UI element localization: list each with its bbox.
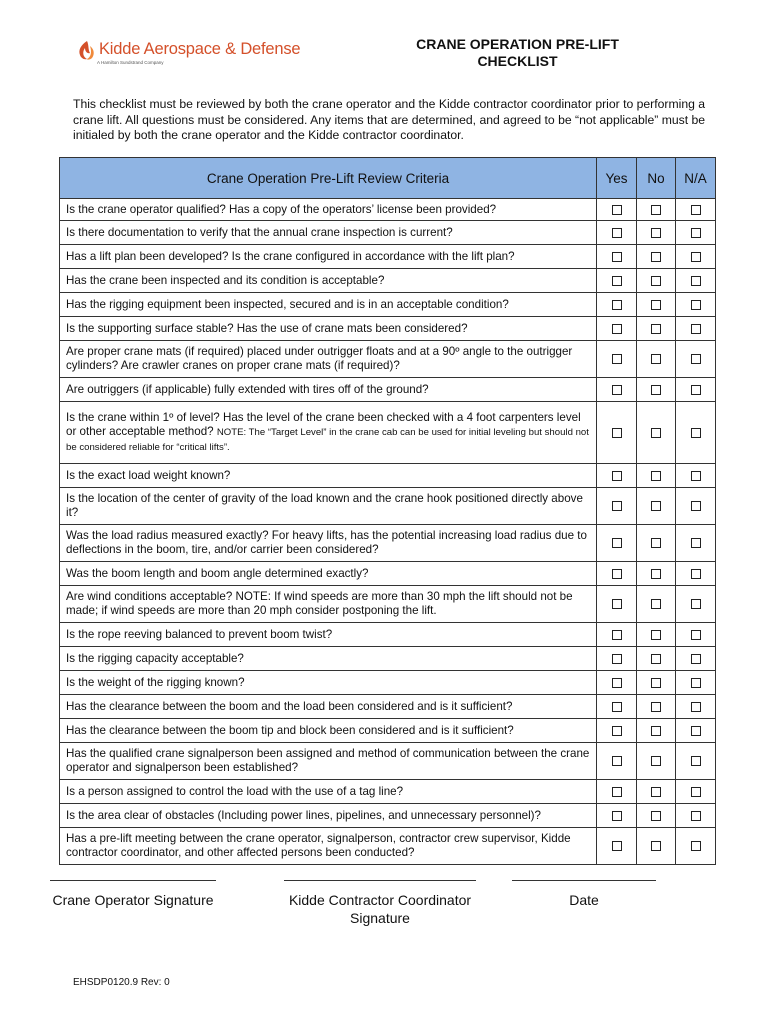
- question-cell: [60, 647, 597, 671]
- yes-cell: [597, 269, 637, 293]
- yes-checkbox[interactable]: [612, 471, 622, 481]
- question-text: Is the location of the center of gravity of the load known and the crane hook positioned directly above it?: [66, 492, 583, 519]
- na-checkbox[interactable]: [691, 501, 701, 511]
- no-cell: [637, 743, 676, 780]
- yes-checkbox[interactable]: [612, 630, 622, 640]
- yes-cell: [597, 743, 637, 780]
- yes-cell: [597, 221, 637, 245]
- na-checkbox[interactable]: [691, 385, 701, 395]
- na-cell: [676, 317, 716, 341]
- question-text: Is the crane within 1º of level? Has the level of the crane been checked with a 4 foot carpenters level or other acceptable method?: [66, 410, 581, 438]
- table-row: [60, 199, 716, 221]
- no-cell: [637, 341, 676, 378]
- question-text: Was the load radius measured exactly? For heavy lifts, has the potential increasing load radius due to deflections in the boom, tire, and/or carrier been considered?: [66, 529, 587, 556]
- yes-cell: [597, 804, 637, 828]
- no-checkbox[interactable]: [651, 276, 661, 286]
- yes-checkbox[interactable]: [612, 538, 622, 548]
- yes-cell: [597, 464, 637, 488]
- na-cell: [676, 743, 716, 780]
- table-row: [60, 719, 716, 743]
- no-checkbox[interactable]: [651, 324, 661, 334]
- table-header-row: [60, 158, 716, 199]
- yes-cell: [597, 647, 637, 671]
- question-cell: [60, 221, 597, 245]
- table-row: [60, 378, 716, 402]
- na-checkbox[interactable]: [691, 654, 701, 664]
- yes-cell: [597, 378, 637, 402]
- question-text: Was the boom length and boom angle determined exactly?: [66, 566, 369, 580]
- table-row: [60, 562, 716, 586]
- question-cell: [60, 804, 597, 828]
- no-checkbox[interactable]: [651, 841, 661, 851]
- no-checkbox[interactable]: [651, 787, 661, 797]
- no-checkbox[interactable]: [651, 300, 661, 310]
- coordinator-signature-label-line-2: Signature: [350, 910, 410, 926]
- question-cell: [60, 719, 597, 743]
- no-cell: [637, 719, 676, 743]
- table-row: [60, 804, 716, 828]
- question-text: Is a person assigned to control the load with the use of a tag line?: [66, 784, 404, 798]
- no-checkbox[interactable]: [651, 630, 661, 640]
- question-text: Has the crane been inspected and its condition is acceptable?: [66, 273, 385, 287]
- na-cell: [676, 245, 716, 269]
- question-cell: [60, 780, 597, 804]
- question-text: Is the supporting surface stable? Has the use of crane mats been considered?: [66, 321, 468, 335]
- question-text: Is the rigging capacity acceptable?: [66, 651, 244, 665]
- table-row: [60, 317, 716, 341]
- no-cell: [637, 586, 676, 623]
- table-row: [60, 647, 716, 671]
- question-text: Is the crane operator qualified? Has a copy of the operators’ license been provided?: [66, 202, 497, 216]
- table-row: [60, 269, 716, 293]
- na-cell: [676, 780, 716, 804]
- coordinator-signature-line[interactable]: [284, 880, 476, 881]
- question-cell: [60, 199, 597, 221]
- question-cell: [60, 464, 597, 488]
- table-row: [60, 828, 716, 865]
- yes-cell: [597, 780, 637, 804]
- kidde-flame-icon: [75, 39, 97, 61]
- na-checkbox[interactable]: [691, 678, 701, 688]
- question-cell: [60, 562, 597, 586]
- yes-checkbox[interactable]: [612, 678, 622, 688]
- date-block: [510, 880, 658, 909]
- no-checkbox[interactable]: [651, 205, 661, 215]
- yes-checkbox[interactable]: [612, 501, 622, 511]
- na-checkbox[interactable]: [691, 471, 701, 481]
- table-row: [60, 464, 716, 488]
- question-cell: [60, 623, 597, 647]
- na-cell: [676, 525, 716, 562]
- no-checkbox[interactable]: [651, 811, 661, 821]
- na-checkbox[interactable]: [691, 252, 701, 262]
- na-checkbox[interactable]: [691, 354, 701, 364]
- na-cell: [676, 269, 716, 293]
- na-cell: [676, 464, 716, 488]
- table-row: [60, 671, 716, 695]
- na-checkbox[interactable]: [691, 841, 701, 851]
- table-row: [60, 221, 716, 245]
- table-row: [60, 525, 716, 562]
- question-cell: [60, 378, 597, 402]
- no-cell: [637, 828, 676, 865]
- yes-cell: [597, 317, 637, 341]
- question-text: Are proper crane mats (if required) placed under outrigger floats and at a 90º angle to the outrigger cylinders? Are crawler cranes on proper crane mats (if required)?: [66, 345, 573, 372]
- no-checkbox[interactable]: [651, 756, 661, 766]
- column-header-na: N/A: [676, 158, 716, 199]
- yes-checkbox[interactable]: [612, 428, 622, 438]
- table-row: [60, 245, 716, 269]
- question-text: Is there documentation to verify that the annual crane inspection is current?: [66, 225, 453, 239]
- na-checkbox[interactable]: [691, 300, 701, 310]
- na-cell: [676, 586, 716, 623]
- operator-signature-label: Crane Operator Signature: [52, 892, 214, 908]
- question-text: Has a lift plan been developed? Is the crane configured in accordance with the lift plan?: [66, 249, 515, 263]
- logo-text: Kidde Aerospace & Defense: [99, 40, 301, 58]
- no-cell: [637, 525, 676, 562]
- column-header-criteria: Crane Operation Pre-Lift Review Criteria: [60, 158, 597, 199]
- no-cell: [637, 562, 676, 586]
- question-text: Is the weight of the rigging known?: [66, 675, 245, 689]
- yes-checkbox[interactable]: [612, 252, 622, 262]
- yes-checkbox[interactable]: [612, 276, 622, 286]
- na-checkbox[interactable]: [691, 787, 701, 797]
- na-cell: [676, 562, 716, 586]
- na-cell: [676, 804, 716, 828]
- no-cell: [637, 269, 676, 293]
- na-checkbox[interactable]: [691, 811, 701, 821]
- question-cell: [60, 743, 597, 780]
- no-checkbox[interactable]: [651, 471, 661, 481]
- question-text: Has the qualified crane signalperson been assigned and method of communication between the crane operator and signalperson been established?: [66, 747, 590, 774]
- table-row: [60, 488, 716, 525]
- table-row: [60, 341, 716, 378]
- na-checkbox[interactable]: [691, 538, 701, 548]
- coordinator-signature-label-line-1: Kidde Contractor Coordinator: [288, 892, 472, 908]
- yes-checkbox[interactable]: [612, 569, 622, 579]
- question-cell: [60, 525, 597, 562]
- no-checkbox[interactable]: [651, 678, 661, 688]
- yes-cell: [597, 293, 637, 317]
- no-cell: [637, 780, 676, 804]
- question-cell: [60, 341, 597, 378]
- yes-cell: [597, 623, 637, 647]
- question-cell: [60, 245, 597, 269]
- no-checkbox[interactable]: [651, 726, 661, 736]
- no-checkbox[interactable]: [651, 654, 661, 664]
- no-cell: [637, 378, 676, 402]
- title-line-1: CRANE OPERATION PRE-LIFT: [416, 36, 619, 52]
- no-cell: [637, 245, 676, 269]
- question-cell: [60, 586, 597, 623]
- yes-checkbox[interactable]: [612, 324, 622, 334]
- yes-checkbox[interactable]: [612, 811, 622, 821]
- na-cell: [676, 828, 716, 865]
- na-checkbox[interactable]: [691, 228, 701, 238]
- yes-cell: [597, 199, 637, 221]
- page-title: [395, 36, 640, 70]
- no-checkbox[interactable]: [651, 385, 661, 395]
- no-checkbox[interactable]: [651, 501, 661, 511]
- yes-checkbox[interactable]: [612, 354, 622, 364]
- no-checkbox[interactable]: [651, 252, 661, 262]
- na-checkbox[interactable]: [691, 205, 701, 215]
- yes-checkbox[interactable]: [612, 726, 622, 736]
- question-cell: [60, 293, 597, 317]
- na-checkbox[interactable]: [691, 428, 701, 438]
- yes-cell: [597, 828, 637, 865]
- no-checkbox[interactable]: [651, 702, 661, 712]
- logo-subtext: A Hamilton Sundstrand Company: [97, 60, 164, 65]
- table-row: [60, 623, 716, 647]
- no-checkbox[interactable]: [651, 599, 661, 609]
- checklist-body: [60, 199, 716, 865]
- na-checkbox[interactable]: [691, 756, 701, 766]
- operator-signature-block: [44, 880, 222, 909]
- na-checkbox[interactable]: [691, 569, 701, 579]
- no-cell: [637, 221, 676, 245]
- na-cell: [676, 293, 716, 317]
- no-cell: [637, 804, 676, 828]
- yes-checkbox[interactable]: [612, 654, 622, 664]
- question-cell: [60, 402, 597, 464]
- no-cell: [637, 293, 676, 317]
- question-text: Has a pre-lift meeting between the crane operator, signalperson, contractor crew supervisor, Kidde contractor coordinator, and other affected persons been conducted?: [66, 832, 571, 859]
- na-cell: [676, 671, 716, 695]
- na-cell: [676, 719, 716, 743]
- table-row: [60, 402, 716, 464]
- yes-checkbox[interactable]: [612, 300, 622, 310]
- no-cell: [637, 199, 676, 221]
- yes-cell: [597, 245, 637, 269]
- na-cell: [676, 341, 716, 378]
- checklist-table: [59, 157, 716, 865]
- na-cell: [676, 402, 716, 464]
- yes-cell: [597, 525, 637, 562]
- document-id: EHSDP0120.9 Rev: 0: [73, 977, 170, 988]
- na-checkbox[interactable]: [691, 276, 701, 286]
- yes-cell: [597, 341, 637, 378]
- yes-checkbox[interactable]: [612, 702, 622, 712]
- coordinator-signature-block: [280, 880, 480, 927]
- yes-checkbox[interactable]: [612, 228, 622, 238]
- company-logo: [75, 36, 301, 72]
- na-cell: [676, 199, 716, 221]
- yes-cell: [597, 562, 637, 586]
- no-cell: [637, 671, 676, 695]
- date-line[interactable]: [512, 880, 656, 881]
- column-header-no: No: [637, 158, 676, 199]
- yes-cell: [597, 719, 637, 743]
- na-cell: [676, 378, 716, 402]
- na-cell: [676, 623, 716, 647]
- question-note: NOTE: The “Target Level” in the crane cab can be used for initial leveling but should not be considered reliable for “critical lifts”.: [66, 426, 589, 453]
- table-row: [60, 695, 716, 719]
- no-cell: [637, 623, 676, 647]
- question-text: Are outriggers (if applicable) fully extended with tires off of the ground?: [66, 382, 429, 396]
- question-text: Is the exact load weight known?: [66, 468, 231, 482]
- yes-checkbox[interactable]: [612, 599, 622, 609]
- question-text: Has the clearance between the boom tip and block been considered and is it sufficient?: [66, 723, 514, 737]
- question-cell: [60, 317, 597, 341]
- yes-checkbox[interactable]: [612, 787, 622, 797]
- no-cell: [637, 464, 676, 488]
- no-cell: [637, 488, 676, 525]
- yes-checkbox[interactable]: [612, 385, 622, 395]
- yes-cell: [597, 402, 637, 464]
- date-label: Date: [569, 892, 599, 908]
- no-cell: [637, 402, 676, 464]
- column-header-yes: Yes: [597, 158, 637, 199]
- yes-checkbox[interactable]: [612, 756, 622, 766]
- na-checkbox[interactable]: [691, 726, 701, 736]
- table-row: [60, 586, 716, 623]
- yes-cell: [597, 671, 637, 695]
- no-checkbox[interactable]: [651, 538, 661, 548]
- na-checkbox[interactable]: [691, 324, 701, 334]
- question-cell: [60, 828, 597, 865]
- operator-signature-line[interactable]: [50, 880, 216, 881]
- question-cell: [60, 671, 597, 695]
- na-cell: [676, 488, 716, 525]
- na-cell: [676, 221, 716, 245]
- yes-checkbox[interactable]: [612, 841, 622, 851]
- yes-checkbox[interactable]: [612, 205, 622, 215]
- yes-cell: [597, 586, 637, 623]
- table-row: [60, 780, 716, 804]
- na-checkbox[interactable]: [691, 630, 701, 640]
- na-checkbox[interactable]: [691, 702, 701, 712]
- question-text: Are wind conditions acceptable? NOTE: If wind speeds are more than 30 mph the lift should not be made; if wind speeds are more than 20 mph consider postponing the lift.: [66, 590, 573, 617]
- no-checkbox[interactable]: [651, 569, 661, 579]
- na-cell: [676, 695, 716, 719]
- question-text: Has the clearance between the boom and the load been considered and is it sufficient?: [66, 699, 513, 713]
- intro-paragraph: This checklist must be reviewed by both the crane operator and the Kidde contractor coordinator prior to performing a crane lift. All questions must be considered. Any items that are determined, and agreed to be “not applicable” must be initialed by both the crane operator and the Kidde contractor coordinator.: [73, 97, 706, 142]
- question-cell: [60, 269, 597, 293]
- no-checkbox[interactable]: [651, 228, 661, 238]
- table-row: [60, 743, 716, 780]
- question-cell: [60, 695, 597, 719]
- no-cell: [637, 695, 676, 719]
- yes-cell: [597, 695, 637, 719]
- na-cell: [676, 647, 716, 671]
- no-checkbox[interactable]: [651, 428, 661, 438]
- question-text: Has the rigging equipment been inspected, secured and is in an acceptable condition?: [66, 297, 509, 311]
- question-cell: [60, 488, 597, 525]
- na-checkbox[interactable]: [691, 599, 701, 609]
- question-text: Is the area clear of obstacles (Including power lines, pipelines, and unnecessary personnel)?: [66, 808, 541, 822]
- question-text: Is the rope reeving balanced to prevent boom twist?: [66, 627, 333, 641]
- no-cell: [637, 647, 676, 671]
- table-row: [60, 293, 716, 317]
- no-cell: [637, 317, 676, 341]
- no-checkbox[interactable]: [651, 354, 661, 364]
- yes-cell: [597, 488, 637, 525]
- title-line-2: CHECKLIST: [477, 53, 558, 69]
